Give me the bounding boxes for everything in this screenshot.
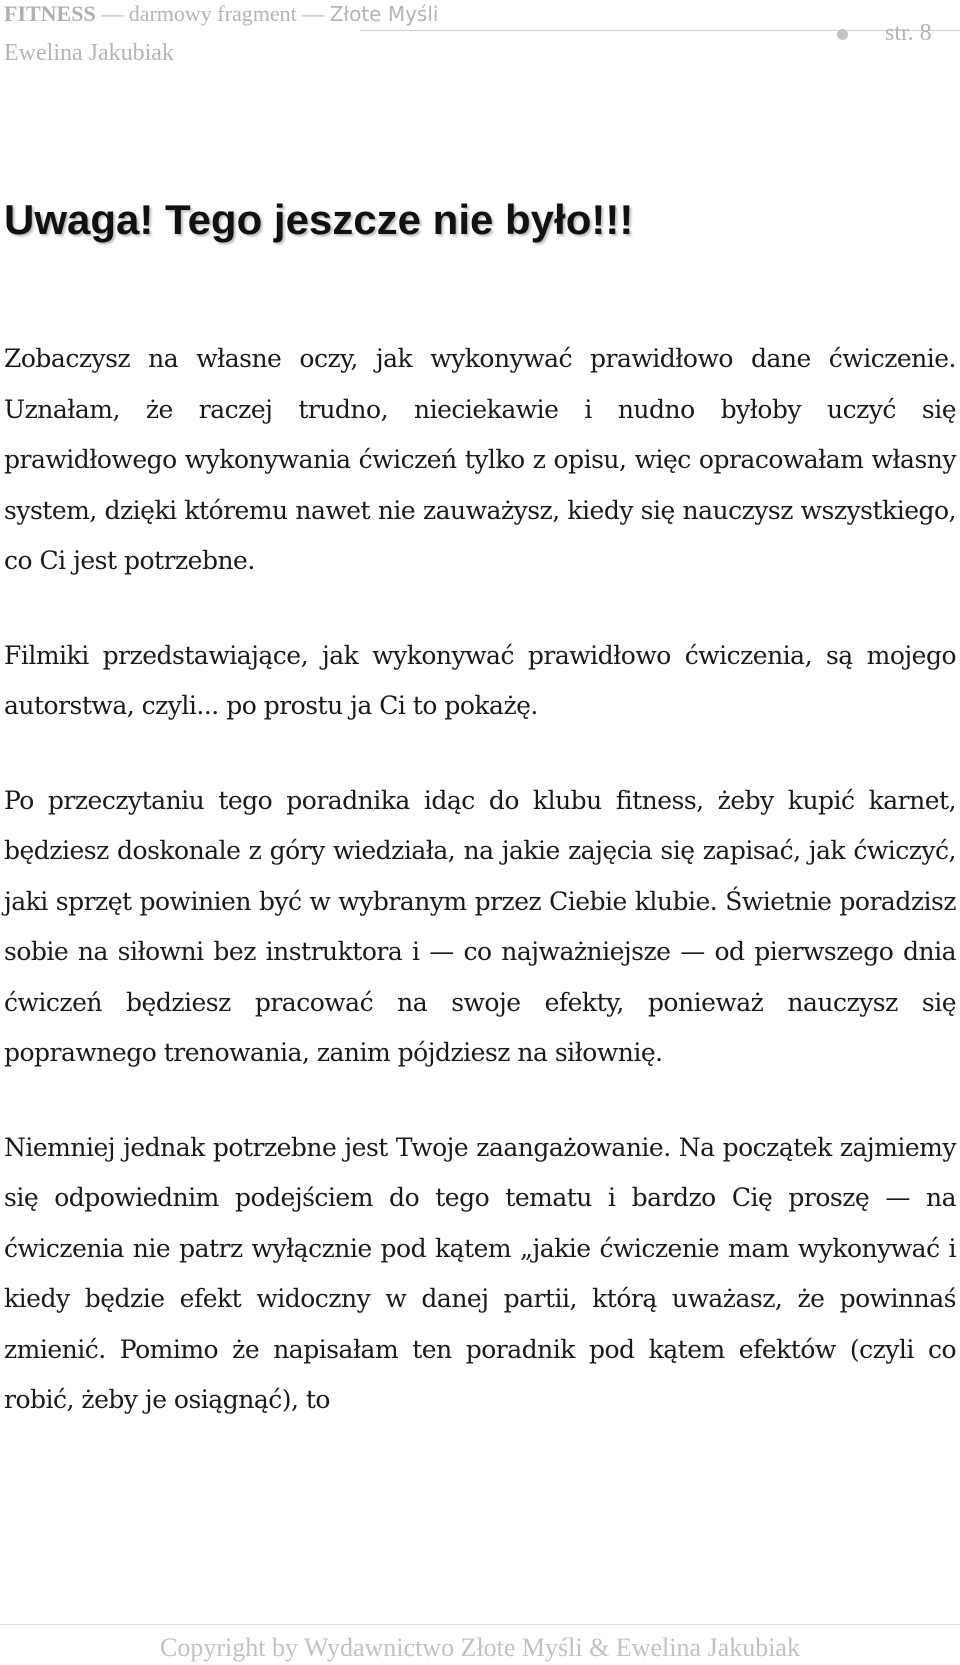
header-rule <box>360 30 960 31</box>
paragraph: Filmiki przedstawiające, jak wykonywać prawidłowo ćwiczenia, są mojego autorstwa, czyli... po prostu ja Ci to pokażę. <box>4 640 956 720</box>
page-footer <box>0 1624 960 1665</box>
page-title: Uwaga! Tego jeszcze nie było!!! <box>4 196 634 243</box>
paragraph: Zobaczysz na własne oczy, jak wykonywać prawidłowo dane ćwiczenie. Uznałam, że raczej trudno, nieciekawie i nudno byłoby uczyć się prawidłowego wykonywania ćwiczeń tylko z opisu, więc opracowałam własny system, dzięki któremu nawet nie zauważysz, kiedy się nauczysz wszystkiego, co Ci jest potrzebne. <box>4 344 956 575</box>
page-header <box>0 0 960 80</box>
header-publisher: Złote Myśli <box>329 2 439 26</box>
book-title: FITNESS <box>4 1 96 26</box>
body-text <box>4 334 956 1470</box>
bullet-dot-icon <box>837 29 848 40</box>
header-dash: — <box>101 1 124 26</box>
header-author: Ewelina Jakubiak <box>4 40 174 66</box>
header-dash-2: — <box>302 1 325 26</box>
footer-rule <box>0 1624 960 1625</box>
paragraph: Po przeczytaniu tego poradnika idąc do klubu fitness, żeby kupić karnet, będziesz doskonale z góry wiedziała, na jakie zajęcia się zapisać, jak ćwiczyć, jaki sprzęt powinien być w wybranym przez Ciebie klubie. Świetnie poradzisz sobie na siłowni bez instruktora i — co najważniejsze — od pierwszego dnia ćwiczeń będziesz pracować na swoje efekty, ponieważ nauczysz się poprawnego trenowania, zanim pójdziesz na siłownię. <box>4 785 956 1067</box>
header-subtitle: darmowy fragment <box>128 1 297 26</box>
page-number: str. 8 <box>885 20 932 46</box>
running-head <box>4 0 438 28</box>
copyright-notice: Copyright by Wydawnictwo Złote Myśli & Ewelina Jakubiak <box>160 1633 800 1662</box>
paragraph: Niemniej jednak potrzebne jest Twoje zaangażowanie. Na początek zajmiemy się odpowiednim podejściem do tego tematu i bardzo Cię proszę — na ćwiczenia nie patrz wyłącznie pod kątem „jakie ćwiczenie mam wykonywać i kiedy będzie efekt widoczny w danej partii, którą uważasz, że powinnaś zmienić. Pomimo że napisałam ten poradnik pod kątem efektów (czyli co robić, żeby je osiągnąć), to <box>4 1132 956 1414</box>
